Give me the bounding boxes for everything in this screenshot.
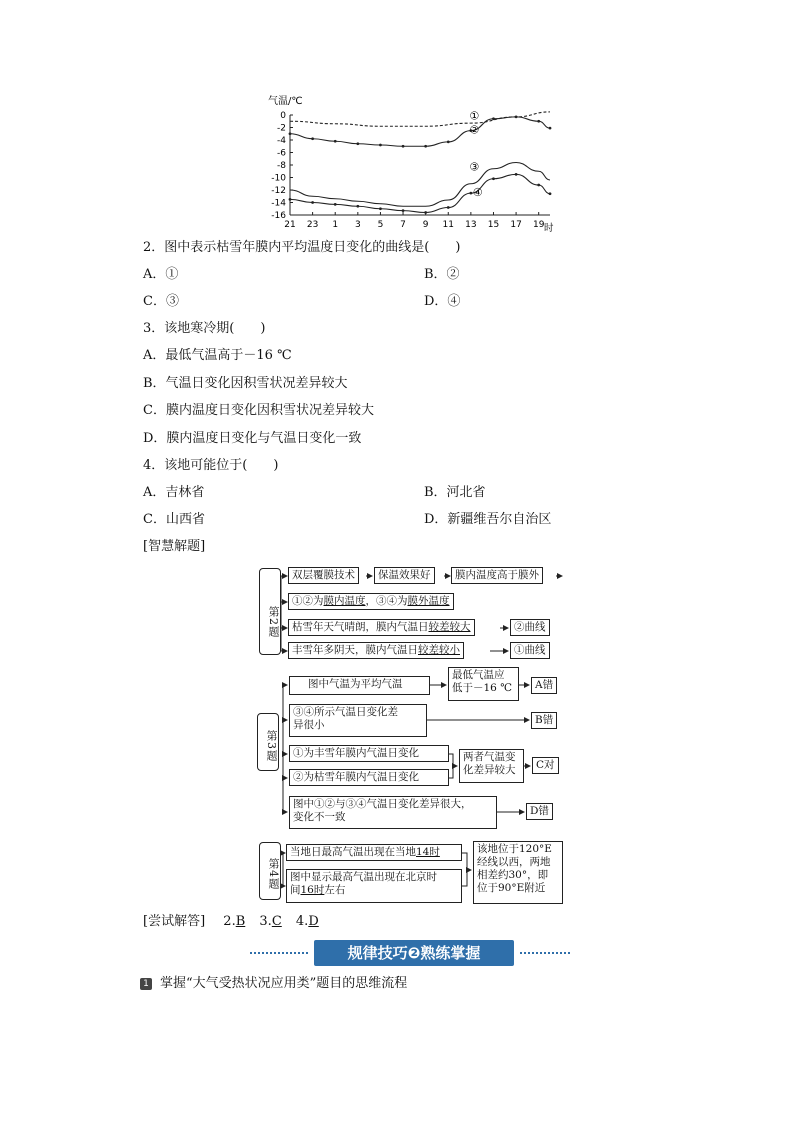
answer-2-pre: 2. — [223, 914, 236, 929]
flow-t4-res-l3: 相差约30°，即 — [477, 869, 549, 881]
banner-dots-right — [520, 952, 570, 956]
flow-t4-r1-pre: 当地日最高气温出现在当地 — [290, 846, 416, 858]
flow-t4-r2-l2-u: 16时 — [300, 884, 325, 896]
flow-t2-r3-pre: 枯雪年天气晴朗，膜内气温日 — [292, 621, 429, 633]
footer-badge: 1 — [140, 978, 152, 990]
q3-option-c[interactable]: C．膜内温度日变化因积雪状况差异较大 — [143, 403, 374, 418]
q2-stem: 2．图中表示枯雪年膜内平均温度日变化的曲线是( ) — [143, 240, 461, 255]
y-tick-label: -4 — [277, 136, 286, 146]
series-label-1: ① — [469, 109, 480, 123]
answers — [143, 914, 319, 930]
x-tick-label: 7 — [400, 220, 406, 230]
q2-option-d[interactable]: D．④ — [424, 294, 461, 309]
q3-option-d[interactable]: D．膜内温度日变化与气温日变化一致 — [143, 431, 362, 446]
flow-t2-r2-u1: 膜内温度 — [323, 595, 366, 607]
flow-t2-r4-u: 较差较小 — [418, 644, 460, 656]
footer-text: 掌握“大气受热状况应用类”题目的思维流程 — [160, 976, 408, 991]
flow-t4-box-1 — [286, 844, 462, 861]
flow-t3-b1-l1: ③④所示气温日变化差 — [293, 706, 398, 718]
flow-t3-result-b: B错 — [531, 712, 557, 729]
answer-4-pre: 4. — [295, 914, 309, 929]
flow-t2-r2-pre: ①②为 — [292, 595, 324, 607]
flow-t4-r2-l2-pre: 间 — [290, 884, 301, 896]
flow-t2-result-3: ②曲线 — [510, 619, 550, 636]
flow-t3-b1-l2: 异很小 — [293, 719, 325, 731]
q2-option-b[interactable]: B．② — [424, 267, 460, 282]
x-tick-label: 19 — [532, 220, 545, 230]
x-tick-label: 1 — [332, 220, 339, 230]
q3-option-b[interactable]: B．气温日变化因积雪状况差异较大 — [143, 376, 348, 391]
q4-option-c[interactable]: C．山西省 — [143, 512, 205, 527]
flow-t2-result-4: ①曲线 — [510, 642, 550, 659]
flow-t4-r1-u: 14时 — [416, 846, 440, 858]
flow-t3-d1-l1: 图中①②与③④气温日变化差异很大， — [293, 798, 472, 810]
x-tick-label: 21 — [284, 220, 296, 230]
flow-t4-r2-l1: 图中显示最高气温出现在北京时 — [290, 871, 437, 883]
x-tick-label: 11 — [442, 220, 454, 230]
flow-t2-r2-mid: ，③④为 — [365, 595, 408, 607]
q4-option-b[interactable]: B．河北省 — [424, 485, 486, 500]
series-label-2: ② — [469, 123, 480, 137]
section-banner: 规律技巧❷熟练掌握 — [314, 940, 514, 966]
flow-t2-box-1a: 双层覆膜技术 — [288, 567, 359, 584]
y-tick-label: 0 — [280, 111, 286, 121]
flow-t3-a2-l1: 最低气温应 — [452, 669, 505, 681]
flow-t4-res-l4: 位于90°E附近 — [477, 882, 546, 894]
flow-t3-result-d: D错 — [526, 803, 553, 820]
flow-t3-box-c3 — [459, 749, 524, 783]
flow-t2-box-2 — [288, 593, 454, 610]
flow-t3-c3-l2: 化差异较大 — [463, 764, 516, 776]
flow-t3-result-c: C对 — [532, 757, 559, 774]
flow-t3-result-a: A错 — [531, 677, 557, 694]
y-tick-label: -10 — [271, 173, 286, 184]
series-label-3: ③ — [469, 160, 480, 174]
flow-t3-label: 第3题 — [257, 713, 279, 771]
flow-t2-label: 第2题 — [259, 568, 281, 655]
answers-label: [尝试解答] — [143, 914, 206, 929]
flow-t4-res-l1: 该地位于120°E — [477, 843, 552, 855]
flow-t2-r3-u: 较差较大 — [428, 621, 471, 633]
q4-option-d[interactable]: D．新疆维吾尔自治区 — [424, 512, 552, 527]
y-tick-label: -2 — [277, 123, 286, 134]
series-label-4: ④ — [472, 185, 483, 199]
x-tick-label: 5 — [377, 220, 384, 230]
answer-4: D — [308, 914, 319, 929]
flow-t2-box-3 — [288, 619, 475, 636]
x-tick-label: 15 — [487, 220, 500, 230]
q2-option-c[interactable]: C．③ — [143, 294, 179, 309]
flow-t3-c3-l1: 两者气温变 — [463, 751, 516, 763]
x-tick-label: 9 — [422, 220, 429, 230]
q3-option-a[interactable]: A．最低气温高于－16 ℃ — [143, 348, 292, 363]
q2-option-a[interactable]: A．① — [143, 267, 179, 282]
flow-t3-box-d1 — [289, 796, 497, 829]
flow-t4-r2-l2-post: 左右 — [324, 884, 346, 896]
chart-xlabel: 时 — [544, 223, 554, 234]
flow-t2-box-1c: 膜内温度高于膜外 — [451, 567, 543, 584]
y-tick-label: -14 — [271, 198, 286, 209]
answer-2: B — [235, 914, 246, 929]
q4-stem: 4．该地可能位于( ) — [143, 458, 279, 473]
wisdom-label: [智慧解题] — [143, 539, 206, 554]
y-tick-label: -6 — [277, 148, 286, 159]
answer-3: C — [271, 914, 282, 929]
flow-t2-r2-u2: 膜外温度 — [407, 595, 450, 607]
x-tick-label: 23 — [306, 220, 319, 230]
flow-t4-res-l2: 经线以西，两地 — [477, 856, 551, 868]
y-tick-label: -12 — [271, 186, 286, 196]
banner-dots-left — [250, 952, 308, 956]
flow-t3-box-a2 — [448, 667, 519, 701]
flow-t3-d1-l2: 变化不一致 — [293, 811, 346, 823]
q4-option-a[interactable]: A．吉林省 — [143, 485, 205, 500]
flow-t4-label: 第4题 — [259, 842, 281, 900]
flow-t4-result — [473, 841, 563, 904]
x-tick-label: 13 — [465, 220, 477, 230]
flow-t3-box-c2: ②为枯雪年膜内气温日变化 — [289, 769, 449, 786]
flow-t3-a2-l2: 低于－16 ℃ — [452, 682, 512, 694]
flow-t3-box-a1: 图中气温为平均气温 — [289, 676, 430, 695]
chart-ylabel: 气温/℃ — [268, 96, 303, 107]
flow-t3-box-b1 — [289, 704, 427, 737]
y-tick-label: -16 — [271, 211, 286, 221]
x-tick-label: 17 — [510, 220, 522, 230]
answer-3-pre: 3. — [259, 914, 272, 929]
flow-t2-box-1b: 保温效果好 — [374, 567, 435, 584]
flow-t2-r4-pre: 丰雪年多阴天，膜内气温日 — [292, 644, 418, 656]
y-tick-label: -8 — [277, 161, 286, 171]
q3-stem: 3．该地寒冷期( ) — [143, 321, 266, 336]
flow-t2-box-4 — [288, 642, 464, 659]
flow-t3-box-c1: ①为丰雪年膜内气温日变化 — [289, 745, 449, 762]
x-tick-label: 3 — [354, 220, 361, 230]
flow-t4-box-2 — [286, 869, 462, 903]
